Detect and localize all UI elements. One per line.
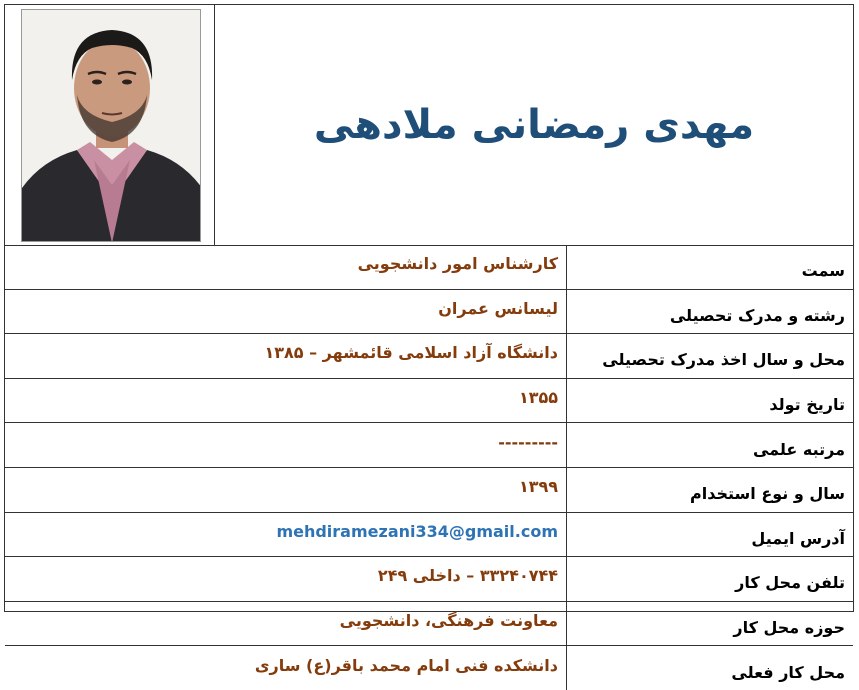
info-table: [5, 245, 853, 690]
profile-header: [5, 5, 853, 246]
photo-cell: [5, 5, 215, 245]
row-value: ۳۳۲۴۰۷۴۴ – داخلی ۲۴۹: [5, 557, 567, 602]
row-label: آدرس ایمیل: [567, 512, 854, 557]
email-link[interactable]: mehdiramezani334@gmail.com: [5, 512, 567, 557]
table-row: [5, 334, 853, 379]
row-value: ۱۳۹۹: [5, 467, 567, 512]
row-value: ۱۳۵۵: [5, 378, 567, 423]
row-value: معاونت فرهنگی، دانشجویی: [5, 601, 567, 646]
row-value: ---------: [5, 423, 567, 468]
person-portrait-icon: [22, 10, 201, 242]
row-value: دانشگاه آزاد اسلامی قائمشهر – ۱۳۸۵: [5, 334, 567, 379]
row-label: سمت: [567, 245, 854, 289]
table-row: [5, 467, 853, 512]
row-value: دانشکده فنی امام محمد باقر(ع) ساری: [5, 646, 567, 690]
person-name: مهدی رمضانی ملادهی: [313, 102, 755, 148]
table-row: [5, 512, 853, 557]
table-row: [5, 378, 853, 423]
row-label: محل و سال اخذ مدرک تحصیلی: [567, 334, 854, 379]
row-value: کارشناس امور دانشجویی: [5, 245, 567, 289]
profile-photo: [21, 9, 201, 242]
table-row: [5, 646, 853, 690]
row-label: مرتبه علمی: [567, 423, 854, 468]
profile-card: [4, 4, 854, 682]
row-label: محل کار فعلی: [567, 646, 854, 690]
table-row: [5, 423, 853, 468]
row-label: تاریخ تولد: [567, 378, 854, 423]
row-label: تلفن محل کار: [567, 557, 854, 602]
table-row: [5, 245, 853, 289]
row-label: رشته و مدرک تحصیلی: [567, 289, 854, 334]
table-row: [5, 557, 853, 602]
table-row: [5, 601, 853, 646]
row-label: حوزه محل کار: [567, 601, 854, 646]
row-value: لیسانس عمران: [5, 289, 567, 334]
table-row: [5, 289, 853, 334]
row-label: سال و نوع استخدام: [567, 467, 854, 512]
